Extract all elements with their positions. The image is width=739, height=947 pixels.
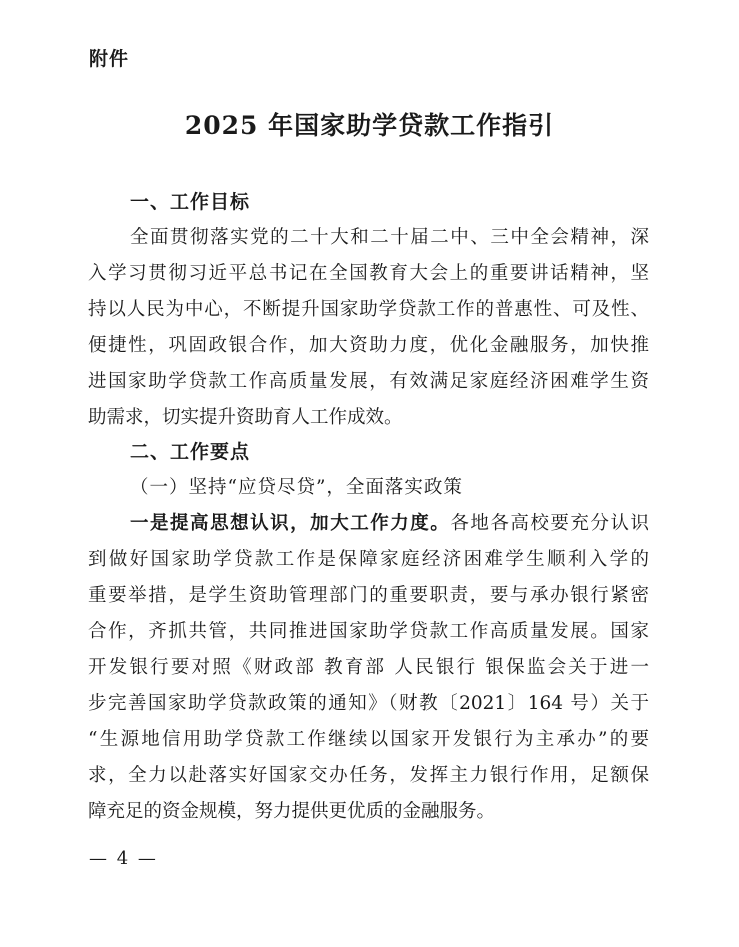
paragraph-line: 便捷性，巩固政银合作，加大资助力度，优化金融服务，加快推 — [88, 335, 649, 356]
page-number: — 4 — — [89, 848, 158, 869]
document-title: 2025 年国家助学贷款工作指引 — [184, 111, 555, 140]
paragraph-line: 助需求，切实提升资助育人工作成效。 — [88, 407, 403, 428]
paragraph-line: 重要举措，是学生资助管理部门的重要职责，要与承办银行紧密 — [88, 585, 649, 606]
paragraph-lead: 一是提高思想认识，加大工作力度。 — [130, 513, 451, 534]
paragraph-line: 进国家助学贷款工作高质量发展，有效满足家庭经济困难学生资 — [88, 371, 649, 392]
paragraph-line-rest: 各地各高校要充分认识 — [450, 513, 649, 534]
paragraph-line: 到做好国家助学贷款工作是保障家庭经济困难学生顺利入学的 — [88, 549, 649, 570]
paragraph-line: 全面贯彻落实党的二十大和二十届二中、三中全会精神，深 — [130, 227, 649, 248]
section-heading-goals: 一、工作目标 — [130, 191, 251, 213]
subsection-heading: （一）坚持“应贷尽贷”，全面落实政策 — [130, 477, 463, 498]
paragraph-line: 障充足的资金规模，努力提供更优质的金融服务。 — [88, 801, 496, 822]
paragraph-line — [130, 509, 649, 535]
paragraph-line: 合作，齐抓共管，共同推进国家助学贷款工作高质量发展。国家 — [88, 621, 649, 642]
paragraph-line: 步完善国家助学贷款政策的通知》（财教〔2021〕164 号）关于 — [88, 693, 649, 714]
section-heading-key-points: 二、工作要点 — [130, 441, 251, 463]
paragraph-line: 求，全力以赴落实好国家交办任务，发挥主力银行作用，足额保 — [88, 765, 649, 786]
paragraph-line: 开发银行要对照《财政部 教育部 人民银行 银保监会关于进一 — [88, 657, 649, 678]
attachment-label: 附件 — [89, 48, 130, 70]
paragraph-line: “生源地信用助学贷款工作继续以国家开发银行为主承办”的要 — [88, 729, 649, 750]
paragraph-line: 持以人民为中心，不断提升国家助学贷款工作的普惠性、可及性、 — [88, 299, 649, 320]
paragraph-line: 入学习贯彻习近平总书记在全国教育大会上的重要讲话精神，坚 — [88, 263, 649, 284]
